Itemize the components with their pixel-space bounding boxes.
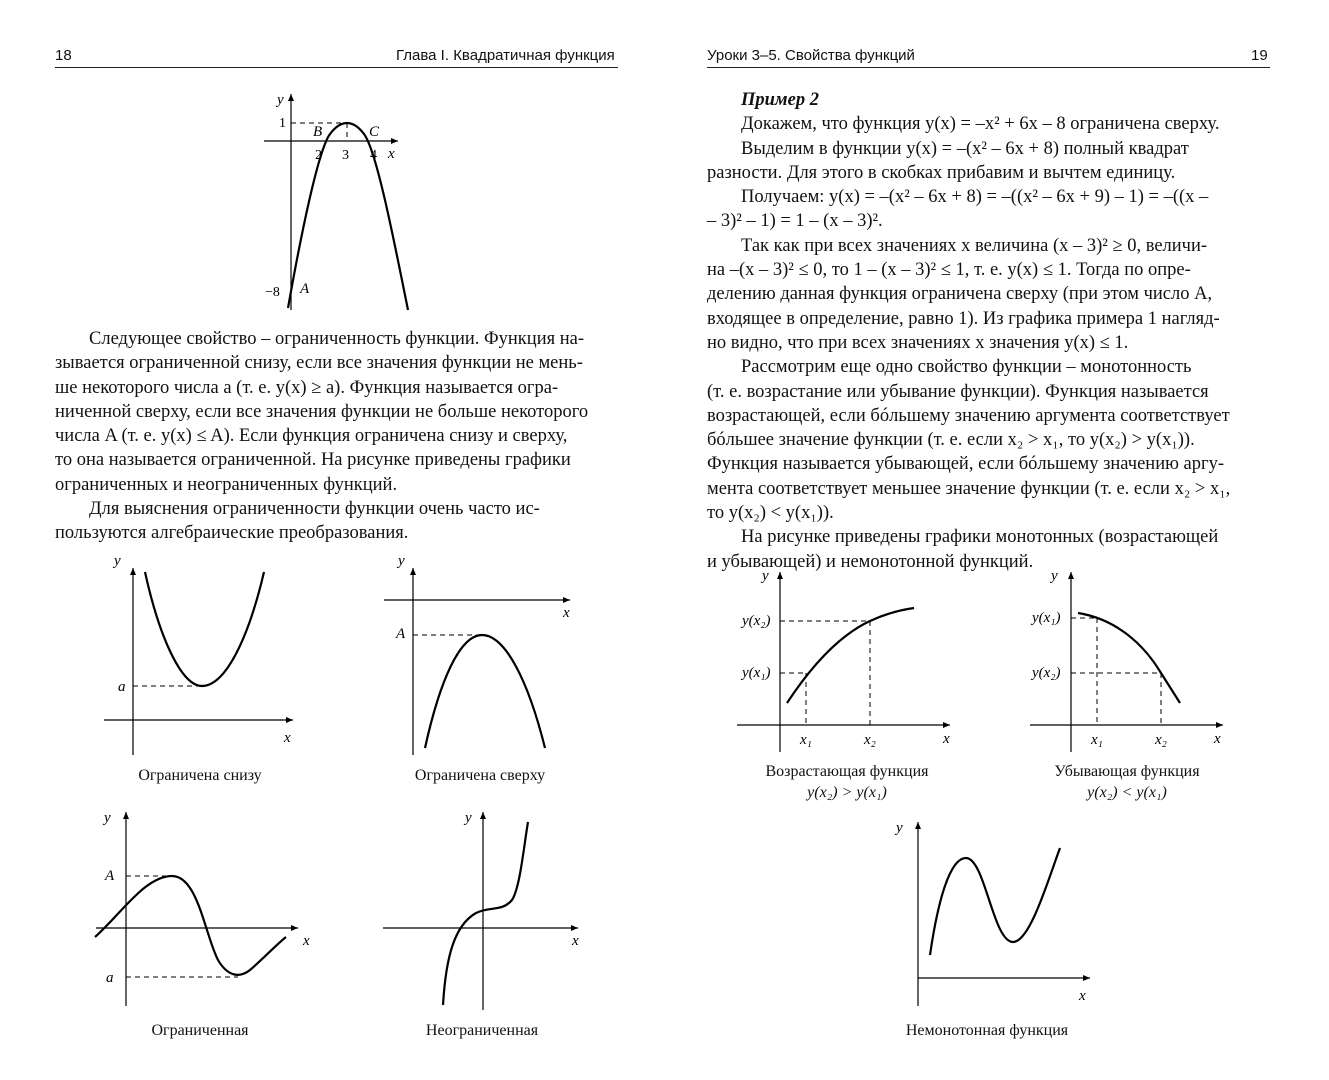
text-line: то y(x₂) < y(x₁)). xyxy=(707,503,834,524)
text-line: Получаем: y(x) = –(x² – 6x + 8) = –((x² – 6x + 9) – 1) = –((x – xyxy=(741,187,1209,208)
text-line: Функция называется убывающей, если бóльшему значению аргу- xyxy=(707,454,1224,475)
y-label: y xyxy=(398,553,405,569)
graph-increasing xyxy=(737,568,950,752)
text-line: Рассмотрим еще одно свойство функции – монотонность xyxy=(741,357,1192,378)
text-line: возрастающей, если бóльшему значению аргумента соответствует xyxy=(707,405,1230,426)
y-label: y xyxy=(114,553,121,569)
yx1-label: y(x₁) xyxy=(742,665,771,681)
text-line: Докажем, что функция y(x) = –x² + 6x – 8 ограничена сверху. xyxy=(741,114,1220,135)
level-lower-label: a xyxy=(106,970,114,986)
x2-label: x₂ xyxy=(1155,732,1167,748)
caption-decreasing-relation: y(x₂) < y(x₁) xyxy=(1087,784,1167,801)
example-title: Пример 2 xyxy=(741,90,819,110)
text-line: ше некоторого числа a (т. е. y(x) ≥ a). Функция называется огра- xyxy=(55,377,559,398)
graph-bounded-above xyxy=(384,553,570,755)
caption-increasing-title: Возрастающая функция xyxy=(765,763,929,780)
graph-nonmonotonic xyxy=(894,820,1090,1006)
text-line: мента соответствует меньшее значение функции (т. е. если x₂ > x₁, xyxy=(707,478,1231,499)
x-label: x xyxy=(388,146,395,162)
page-number-left: 18 xyxy=(55,47,72,64)
caption-bounded-below: Ограничена снизу xyxy=(138,767,262,784)
tick-3: 3 xyxy=(342,148,349,163)
y-label: y xyxy=(762,568,769,584)
text-line: и убывающей) и немонотонной функций. xyxy=(707,551,1034,572)
caption-unbounded: Неограниченная xyxy=(425,1022,539,1039)
caption-bounded: Ограниченная xyxy=(151,1022,249,1039)
caption-decreasing-title: Убывающая функция xyxy=(1054,763,1200,780)
caption-bounded-above: Ограничена сверху xyxy=(414,767,546,784)
graph-bounded-below xyxy=(104,553,293,755)
curve xyxy=(787,608,914,703)
curve xyxy=(425,635,545,748)
tick-4: 4 xyxy=(370,148,377,163)
tick-minus-8: −8 xyxy=(265,285,280,300)
text-line: Выделим в функции y(x) = –(x² – 6x + 8) полный квадрат xyxy=(741,138,1189,159)
text-line: Так как при всех значениях x величина (x – 3)² ≥ 0, величи- xyxy=(741,235,1208,256)
text-line: зывается ограниченной снизу, если все значения функции не мень- xyxy=(55,353,583,374)
level-a-label: a xyxy=(118,679,126,695)
yx1-label: y(x₁) xyxy=(1032,610,1061,626)
point-b-label: B xyxy=(313,124,323,140)
x-label: x xyxy=(943,731,950,747)
tick-1: 1 xyxy=(279,116,286,131)
text-line: ограниченных и неограниченных функций. xyxy=(55,474,398,495)
text-line: разности. Для этого в скобках прибавим и вычтем единицу. xyxy=(707,162,1176,183)
graph-bounded xyxy=(95,810,310,1006)
x1-label: x₁ xyxy=(1091,732,1103,748)
text-line: входящее в определение, равно 1). Из графика примера 1 нагляд- xyxy=(707,308,1220,329)
text-line: На рисунке приведены графики монотонных (возрастающей xyxy=(741,527,1219,548)
yx2-label: y(x₂) xyxy=(1032,665,1061,681)
text-line: делению данная функция ограничена сверху (при этом число A, xyxy=(707,284,1213,305)
y-label: y xyxy=(277,92,284,108)
text-line: на –(x – 3)² ≤ 0, то 1 – (x – 3)² ≤ 1, т. е. y(x) ≤ 1. Тогда по опре- xyxy=(707,260,1191,281)
text-line: (т. е. возрастание или убывание функции). Функция называется xyxy=(707,381,1209,402)
level-upper-label: A xyxy=(105,868,115,884)
page-number-right: 19 xyxy=(1251,47,1268,64)
caption-nonmonotonic: Немонотонная функция xyxy=(905,1022,1069,1039)
text-line: то она называется ограниченной. На рисунке приведены графики xyxy=(55,450,571,471)
y-label: y xyxy=(465,810,472,826)
x1-label: x₁ xyxy=(800,732,812,748)
text-line: Для выяснения ограниченности функции очень часто ис- xyxy=(89,499,540,520)
x2-label: x₂ xyxy=(864,732,876,748)
parabola-graph xyxy=(264,92,408,310)
text-line: бóльшее значение функции (т. е. если x₂ > x₁, то y(x₂) > y(x₁)). xyxy=(707,430,1195,451)
caption-increasing-relation: y(x₂) > y(x₁) xyxy=(807,784,887,801)
y-label: y xyxy=(104,810,111,826)
x-label: x xyxy=(1079,988,1086,1004)
running-head-left: Глава I. Квадратичная функция xyxy=(396,47,615,64)
point-a-label: A xyxy=(300,281,310,297)
point-c-label: C xyxy=(369,124,380,140)
y-label: y xyxy=(1051,568,1058,584)
text-line: ниченной сверху, если все значения функции не больше некоторого xyxy=(55,401,589,422)
curve xyxy=(145,572,264,686)
text-line: числа A (т. е. y(x) ≤ A). Если функция ограничена снизу и сверху, xyxy=(55,426,568,447)
curve xyxy=(930,848,1060,955)
x-label: x xyxy=(303,933,310,949)
x-label: x xyxy=(563,605,570,621)
y-label: y xyxy=(896,820,903,836)
x-label: x xyxy=(1214,731,1221,747)
running-head-right: Уроки 3–5. Свойства функций xyxy=(707,47,915,64)
x-label: x xyxy=(284,730,291,746)
text-line: Следующее свойство – ограниченность функции. Функция на- xyxy=(89,329,585,349)
text-line: но видно, что при всех значениях x значения y(x) ≤ 1. xyxy=(707,332,1129,353)
text-line: – 3)² – 1) = 1 – (x – 3)². xyxy=(707,211,883,232)
text-line: пользуются алгебраические преобразования. xyxy=(55,523,409,544)
curve xyxy=(443,822,528,1005)
curve xyxy=(95,876,286,975)
yx2-label: y(x₂) xyxy=(742,613,771,629)
graph-decreasing xyxy=(1030,568,1223,752)
level-a-label: A xyxy=(396,626,406,642)
curve xyxy=(1078,613,1180,703)
tick-2: 2 xyxy=(315,148,322,163)
graph-unbounded xyxy=(383,810,579,1010)
x-label: x xyxy=(572,933,579,949)
